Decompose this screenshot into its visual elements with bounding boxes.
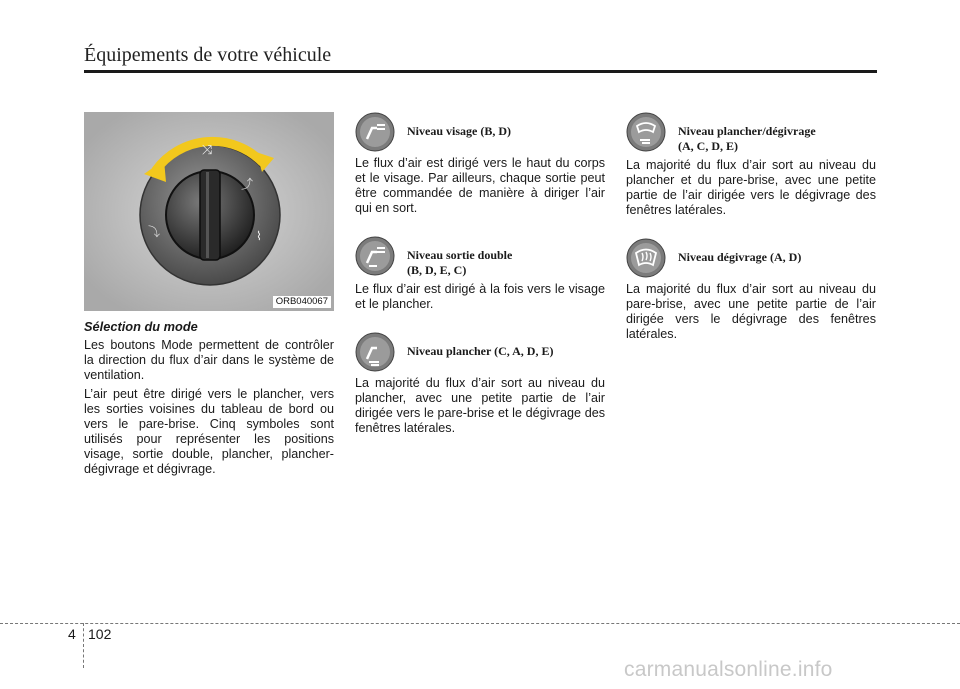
intro-paragraph-2: L’air peut être dirigé vers le plancher, vers les sorties voisines du tableau de bord ou vers le pare-brise. Cinq symboles sont utilisés pour représenter les positions visage, sortie double, plancher, plancher-dégivrage et dégivrage. [84, 387, 334, 476]
watermark-text: carmanualsonline.info [624, 658, 833, 681]
column-1 [84, 112, 334, 477]
figure-code-label: ORB040067 [273, 296, 331, 308]
svg-text:⤴: ⤴ [241, 177, 254, 191]
bi-level-vent-icon [355, 236, 395, 276]
mode-section-floor [355, 332, 605, 436]
mode-section-face [355, 112, 605, 216]
mode-text-floor: La majorité du flux d’air sort au niveau du plancher, avec une petite partie de l’air dirigée vers le pare-brise et le dégivrage des fenêtres latérales. [355, 376, 605, 435]
page-number: 102 [88, 626, 112, 642]
footer-divider [0, 623, 960, 624]
column-3 [626, 112, 876, 362]
mode-section-defrost [626, 238, 876, 342]
page-header-title: Équipements de votre véhicule [84, 44, 332, 66]
mode-label-bilevel-1: Niveau sortie double [407, 248, 513, 262]
section-title: Sélection du mode [84, 319, 198, 334]
mode-label-bilevel-2: (B, D, E, C) [407, 263, 467, 277]
mode-knob-illustration [84, 112, 334, 311]
intro-paragraph-1: Les boutons Mode permettent de contrôler la direction du flux d’air dans le système de ventilation. [84, 338, 334, 382]
mode-label-floor-defrost-1: Niveau plancher/dégivrage [678, 124, 816, 138]
face-vent-icon [355, 112, 395, 152]
mode-section-floor-defrost [626, 112, 876, 218]
mode-label-floor: Niveau plancher (C, A, D, E) [407, 344, 554, 358]
mode-label-floor-defrost-2: (A, C, D, E) [678, 139, 738, 153]
mode-text-bilevel: Le flux d’air est dirigé à la fois vers le visage et le plancher. [355, 282, 605, 311]
floor-defrost-icon [626, 112, 666, 152]
chapter-number: 4 [68, 626, 76, 642]
svg-text:⤵: ⤵ [148, 225, 161, 239]
mode-label-face: Niveau visage (B, D) [407, 124, 511, 138]
column-2 [355, 112, 605, 456]
floor-vent-icon [355, 332, 395, 372]
mode-text-floor-defrost: La majorité du flux d’air sort au niveau du plancher et du pare-brise, avec une petite partie de l’air dirigée vers le dégivrage des fenêtres latérales. [626, 158, 876, 217]
svg-text:⤨: ⤨ [202, 143, 213, 158]
mode-section-bilevel [355, 236, 605, 312]
svg-text:⌇: ⌇ [256, 229, 262, 243]
header-rule [84, 70, 877, 73]
footer-vertical-divider [83, 623, 84, 668]
mode-knob-figure [84, 112, 334, 311]
mode-label-defrost: Niveau dégivrage (A, D) [678, 250, 802, 264]
defrost-icon [626, 238, 666, 278]
mode-text-defrost: La majorité du flux d’air sort au niveau du pare-brise, avec une petite partie de l’air dirigée vers le dégivrage des fenêtres latérales. [626, 282, 876, 341]
mode-text-face: Le flux d’air est dirigé vers le haut du corps et le visage. Par ailleurs, chaque sortie peut être commandée de manière à diriger l’air qui en sort. [355, 156, 605, 215]
